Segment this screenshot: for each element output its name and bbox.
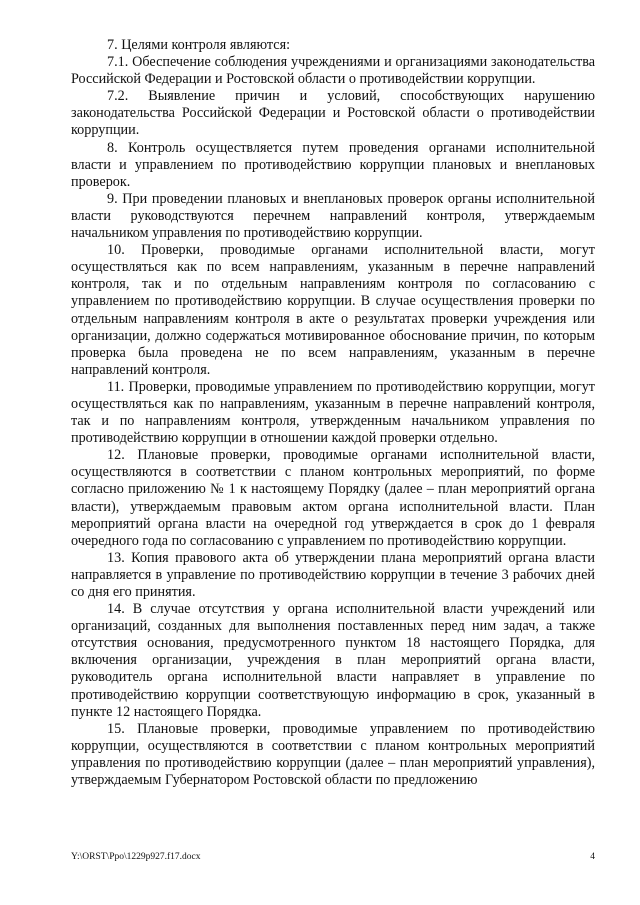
paragraph-12: 12. Плановые проверки, проводимые органами исполнительной власти, осуществляются в соответствии с планом контрольных мероприятий, по форме согласно приложению № 1 к настоящему Порядку (далее – план мероприятий органа власти), утверждаемым правовым актом органа исполнительной власти. План мероприятий органа власти на очередной год утверждается в срок до 1 февраля очередного года по согласованию с управлением по противодействию коррупции. (71, 447, 595, 549)
paragraph-7-2: 7.2. Выявление причин и условий, способствующих нарушению законодательства Российской Федерации и Ростовской области о противодействии коррупции. (71, 88, 595, 139)
paragraph-14: 14. В случае отсутствия у органа исполнительной власти учреждений или организаций, созданных для выполнения поставленных перед ним задач, а также отсутствия основания, предусмотренного пунктом 18 настоящего Порядка, для включения организации, учреждения в план мероприятий органа власти, руководитель органа исполнительной власти направляет в управление по противодействию коррупции соответствующую информацию в срок, указанный в пункте 12 настоящего Порядка. (71, 601, 595, 720)
paragraph-7: 7. Целями контроля являются: (107, 37, 291, 53)
paragraph-15: 15. Плановые проверки, проводимые управлением по противодействию коррупции, осуществляются в соответствии с планом контрольных мероприятий управления по противодействию коррупции (далее – план мероприятий управления), утверждаемым Губернатором Ростовской области по предложению (71, 720, 595, 789)
paragraph-8: 8. Контроль осуществляется путем проведения органами исполнительной власти и управлением по противодействию коррупции плановых и внеплановых проверок. (71, 139, 595, 190)
page-footer (71, 851, 595, 865)
paragraph-10: 10. Проверки, проводимые органами исполнительной власти, могут осуществляться как по всем направлениям, указанным в перечне направлений контроля, так и по отдельным направлениям контроля по согласованию с управлением по противодействию коррупции. В случае осуществления проверки по отдельным направлениям контроля в акте о результатах проверки учреждения или организации, должно содержаться мотивированное обоснование причин, по которым проверка была проведена не по всем направлениям, указанным в перечне направлений контроля. (71, 242, 595, 378)
paragraph-9: 9. При проведении плановых и внеплановых проверок органы исполнительной власти руководствуются перечнем направлений контроля, утверждаемым начальником управления по противодействию коррупции. (71, 190, 595, 242)
paragraph-7-1: 7.1. Обеспечение соблюдения учреждениями и организациями законодательства Российской Федерации и Ростовской области о противодействии коррупции. (71, 54, 595, 88)
document-body (71, 37, 595, 789)
paragraph-13: 13. Копия правового акта об утверждении плана мероприятий органа власти направляется в управление по противодействию коррупции в течение 3 рабочих дней со дня его принятия. (71, 549, 595, 600)
paragraph-11: 11. Проверки, проводимые управлением по противодействию коррупции, могут осуществляться как по направлениям, указанным в перечне направлений контроля, так и по направлениям контроля, утвержденным начальником управления по противодействию коррупции в отношении каждой проверки отдельно. (71, 378, 595, 447)
footer-file-path: Y:\ORST\Ppo\1229p927.f17.docx (71, 852, 201, 862)
page-number: 4 (590, 852, 595, 862)
